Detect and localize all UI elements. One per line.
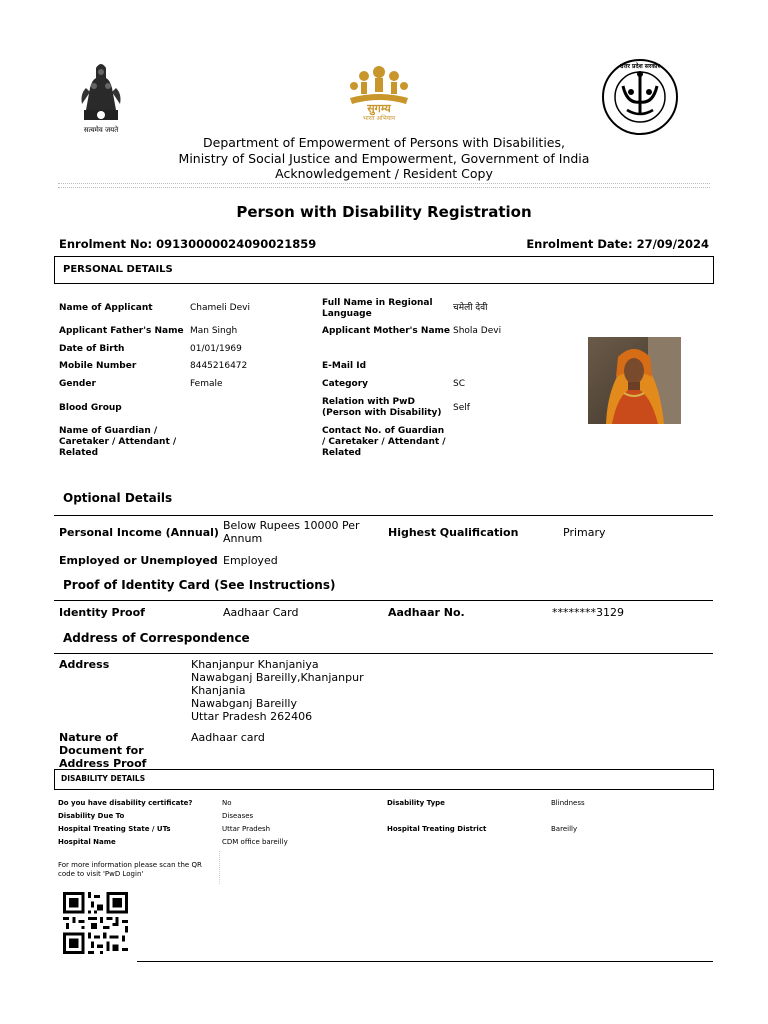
hospital-state-label: Hospital Treating State / UTs — [58, 825, 171, 833]
qr-note: For more information please scan the QR code to visit 'PwD Login' — [58, 861, 202, 878]
emblem-motto: सत्यमेव जयते — [83, 126, 119, 134]
employed-value: Employed — [223, 554, 278, 567]
hospital-name-label: Hospital Name — [58, 838, 116, 846]
header-line-1: Department of Empowerment of Persons with Disabilities, — [203, 135, 565, 150]
hospital-state-value: Uttar Pradesh — [222, 825, 271, 833]
regional-name-value: चमेली देवी — [453, 303, 488, 313]
disability-type-label: Disability Type — [387, 799, 445, 807]
address-line: Khanjanpur Khanjaniya — [191, 658, 319, 671]
disability-cert-value: No — [222, 799, 232, 807]
father-name-value: Man Singh — [190, 326, 238, 336]
address-value — [191, 658, 364, 723]
email-label: E-Mail Id — [322, 361, 367, 371]
mobile-value: 8445216472 — [190, 361, 248, 371]
footer-rule — [137, 961, 713, 962]
header-line-2: Ministry of Social Justice and Empowerment, Government of India — [178, 151, 590, 166]
enrolment-number — [59, 237, 316, 251]
guardian-label: Name of Guardian / Caretaker / Attendant / Related — [59, 426, 177, 458]
header-line-3: Acknowledgement / Resident Copy — [275, 166, 493, 181]
gender-label: Gender — [59, 379, 96, 389]
identity-proof-label: Identity Proof — [59, 606, 145, 619]
sugamya-logo — [344, 60, 414, 122]
page-title: Person with Disability Registration — [236, 203, 532, 221]
regional-name-label: Full Name in Regional Language — [322, 298, 433, 319]
name-of-applicant-value: Chameli Devi — [190, 303, 250, 313]
dob-value: 01/01/1969 — [190, 344, 242, 354]
enrolment-number-value: 09130000024090021859 — [156, 237, 317, 251]
up-logo-text: उत्तर प्रदेश सरकार — [620, 63, 660, 70]
disability-details-title: DISABILITY DETAILS — [61, 774, 146, 783]
father-name-label: Applicant Father's Name — [59, 326, 184, 336]
blood-group-label: Blood Group — [59, 403, 122, 413]
header-divider — [58, 183, 710, 184]
ashoka-emblem-icon — [78, 58, 124, 122]
svg-text:सुगम्य: सुगम्य — [367, 102, 391, 115]
relation-value: Self — [453, 403, 470, 413]
address-line: Nawabganj Bareilly,Khanjanpur — [191, 671, 364, 684]
aadhaar-label: Aadhaar No. — [388, 606, 465, 619]
enrolment-date-value: 27/09/2024 — [636, 237, 709, 251]
mother-name-value: Shola Devi — [453, 326, 502, 336]
aadhaar-value: ********3129 — [552, 606, 624, 619]
hospital-name-value: CDM office bareilly — [222, 838, 288, 846]
optional-details-title: Optional Details — [63, 491, 173, 505]
relation-label: Relation with PwD (Person with Disability) — [322, 397, 442, 418]
svg-text:भारत अभियान: भारत अभियान — [362, 115, 396, 122]
hospital-district-label: Hospital Treating District — [387, 825, 487, 833]
identity-section-title: Proof of Identity Card (See Instructions) — [63, 578, 336, 592]
gender-value: Female — [190, 379, 223, 389]
qualification-value: Primary — [563, 526, 606, 539]
disability-type-value: Blindness — [551, 799, 585, 807]
applicant-photo-image — [588, 337, 681, 424]
optional-divider — [54, 515, 713, 516]
disability-cert-label: Do you have disability certificate? — [58, 799, 193, 807]
employed-label: Employed or Unemployed — [59, 554, 218, 567]
dob-label: Date of Birth — [59, 344, 125, 354]
disability-due-value: Diseases — [222, 812, 254, 820]
identity-proof-value: Aadhaar Card — [223, 606, 299, 619]
address-line: Uttar Pradesh 262406 — [191, 710, 313, 723]
personal-details-title: PERSONAL DETAILS — [63, 264, 173, 275]
address-divider — [54, 653, 713, 654]
category-label: Category — [322, 379, 369, 389]
emblem-logo — [78, 58, 124, 134]
category-value: SC — [453, 379, 465, 389]
disability-due-label: Disability Due To — [58, 812, 125, 820]
address-line: Nawabganj Bareilly — [191, 697, 297, 710]
personal-details-header — [54, 256, 714, 284]
enrolment-number-label: Enrolment No: — [59, 237, 153, 251]
up-govt-logo — [601, 58, 679, 136]
mobile-label: Mobile Number — [59, 361, 137, 371]
income-value: Below Rupees 10000 Per Annum — [223, 519, 360, 545]
address-doc-value: Aadhaar card — [191, 731, 265, 744]
enrolment-date-label: Enrolment Date: — [526, 237, 633, 251]
address-section-title: Address of Correspondence — [63, 631, 250, 645]
sugamya-logo-icon — [344, 60, 414, 122]
header-divider-2 — [58, 187, 710, 188]
income-label: Personal Income (Annual) — [59, 526, 219, 539]
qr-code-icon — [63, 892, 128, 954]
address-label: Address — [59, 658, 110, 671]
guardian-contact-label: Contact No. of Guardian / Caretaker / Attendant / Related — [322, 426, 446, 458]
applicant-photo — [588, 337, 681, 424]
enrolment-date — [526, 237, 709, 251]
address-line: Khanjania — [191, 684, 246, 697]
address-doc-label: Nature of Document for Address Proof — [59, 731, 147, 770]
identity-divider — [54, 600, 713, 601]
mother-name-label: Applicant Mother's Name — [322, 326, 450, 336]
qr-code[interactable] — [63, 892, 128, 954]
name-of-applicant-label: Name of Applicant — [59, 303, 153, 313]
qualification-label: Highest Qualification — [388, 526, 519, 539]
hospital-district-value: Bareilly — [551, 825, 578, 833]
disability-details-header — [54, 769, 714, 790]
